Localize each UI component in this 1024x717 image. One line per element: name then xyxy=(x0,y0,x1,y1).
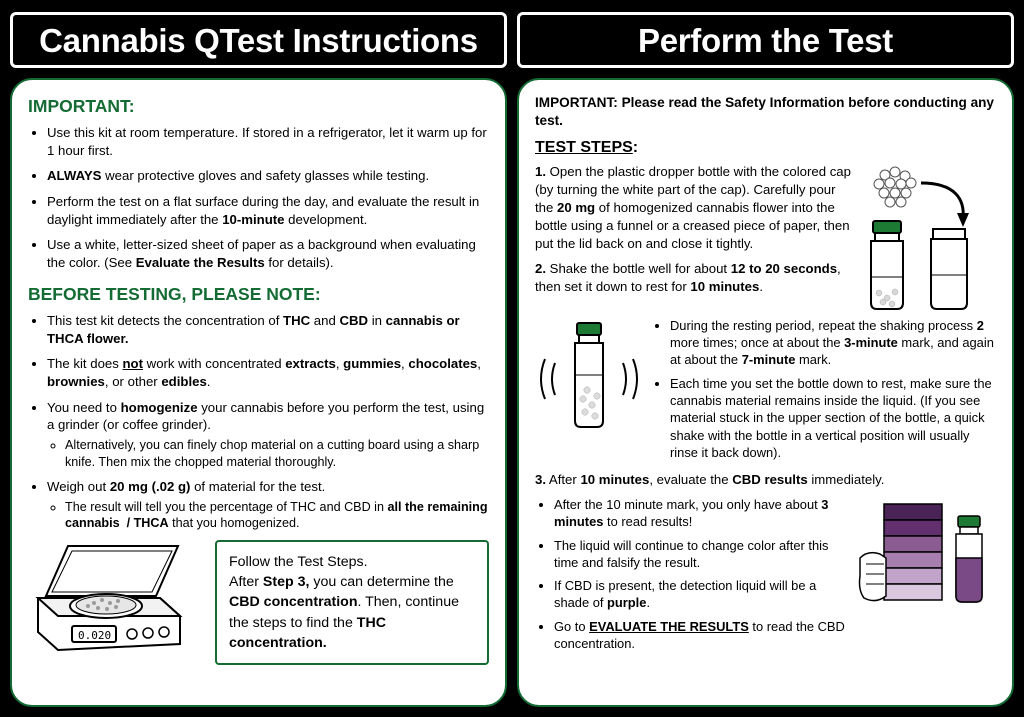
cbd-reading-list xyxy=(535,496,850,652)
step-2-text: 2. Shake the bottle well for about 12 to 20 seconds, then set it down to rest for 10 minutes. xyxy=(535,260,841,294)
list-item: • You need to homogenize your cannabis before you perform the test, using a grinder (or coffee grinder). ◦ Alternatively, you can finely chop material on a cutting board using a sharp knife. Then mix the chopped material thoroughly. xyxy=(47,399,489,471)
resting-period-list xyxy=(651,317,996,461)
list-item: • During the resting period, repeat the shaking process 2 more times; once at about the 3-minute mark, and again at about the 7-minute mark. xyxy=(670,317,996,369)
list-item: • Perform the test on a flat surface during the day, and evaluate the result in daylight immediately after the 10-minute development. xyxy=(47,193,489,228)
right-title-banner xyxy=(517,12,1014,68)
list-item: ◦ Alternatively, you can finely chop material on a cutting board using a sharp knife. Then mix the chopped material thoroughly. xyxy=(65,437,489,470)
list-item: • Weigh out 20 mg (.02 g) of material for the test. ◦ The result will tell you the percentage of THC and CBD in all the remaining cannabis / THCA that you homogenized. xyxy=(47,478,489,532)
list-item: • Use this kit at room temperature. If stored in a refrigerator, let it warm up for 1 hour first. xyxy=(47,124,489,159)
step-3-text: 3. After 10 minutes, evaluate the CBD results immediately. xyxy=(535,472,885,488)
list-item: ◦ The result will tell you the percentage of THC and CBD in all the remaining cannabis / THCA that you homogenized. xyxy=(65,499,489,532)
list-item: • Go to EVALUATE THE RESULTS to read the CBD concentration. xyxy=(554,618,850,653)
before-testing-heading: BEFORE TESTING, PLEASE NOTE: xyxy=(28,283,321,304)
list-item: • ALWAYS wear protective gloves and safety glasses while testing. xyxy=(47,167,489,185)
list-item: • The kit does not work with concentrated extracts, gummies, chocolates, brownies, or other edibles. xyxy=(47,355,489,390)
step-1-text: 1. Open the plastic dropper bottle with the colored cap (by turning the white part of the cap). Carefully pour the 20 mg of homogenized cannabis flower into the bottle using a funnel or a creased piece of paper, then put the lid back on and close it tightly. xyxy=(535,163,851,251)
right-card xyxy=(517,78,1014,707)
list-item: • If CBD is present, the detection liquid will be a shade of purple. xyxy=(554,577,850,612)
before-testing-list xyxy=(28,312,489,532)
step-3-block xyxy=(535,496,996,658)
page-title-right: Perform the Test xyxy=(638,21,893,59)
list-item: • The liquid will continue to change color after this time and falsify the result. xyxy=(554,537,850,572)
list-item: • After the 10 minute mark, you only have about 3 minutes to read results! xyxy=(554,496,850,531)
list-item: • This test kit detects the concentration of THC and CBD in cannabis or THCA flower. xyxy=(47,312,489,347)
dropper-bottle-icon xyxy=(859,165,989,315)
left-card xyxy=(10,78,507,707)
page-title-left: Cannabis QTest Instructions xyxy=(39,21,478,59)
left-bottom-area xyxy=(28,540,489,665)
homogenize-sublist xyxy=(47,437,489,470)
weigh-sublist xyxy=(47,499,489,532)
safety-notice: IMPORTANT: Please read the Safety Information before conducting any test. xyxy=(535,95,994,128)
right-column xyxy=(517,12,1014,707)
left-column xyxy=(10,12,507,707)
important-list xyxy=(28,124,489,272)
svg-text:0.020: 0.020 xyxy=(78,629,112,643)
step-1-block xyxy=(535,163,996,315)
list-item: • Use a white, letter-sized sheet of paper as a background when evaluating the color. (See Evaluate the Results for details). xyxy=(47,236,489,271)
scale-icon xyxy=(28,540,203,658)
purple-color-chart-icon xyxy=(856,500,996,612)
shaking-bottle-icon xyxy=(535,317,643,437)
step-2-block xyxy=(535,317,996,467)
left-title-banner xyxy=(10,12,507,68)
note-box: Follow the Test Steps. After Step 3, you can determine the CBD concentration. Then, continue the steps to find the THC concentration. xyxy=(215,540,489,665)
test-steps-heading: TEST STEPS: xyxy=(535,138,639,156)
important-heading: IMPORTANT: xyxy=(28,96,135,116)
list-item: • Each time you set the bottle down to rest, make sure the cannabis material remains inside the liquid. (If you see material stuck in the upper section of the bottle, a quick shake with the bottle in a vertical position will usually rinse it back down). xyxy=(670,375,996,461)
